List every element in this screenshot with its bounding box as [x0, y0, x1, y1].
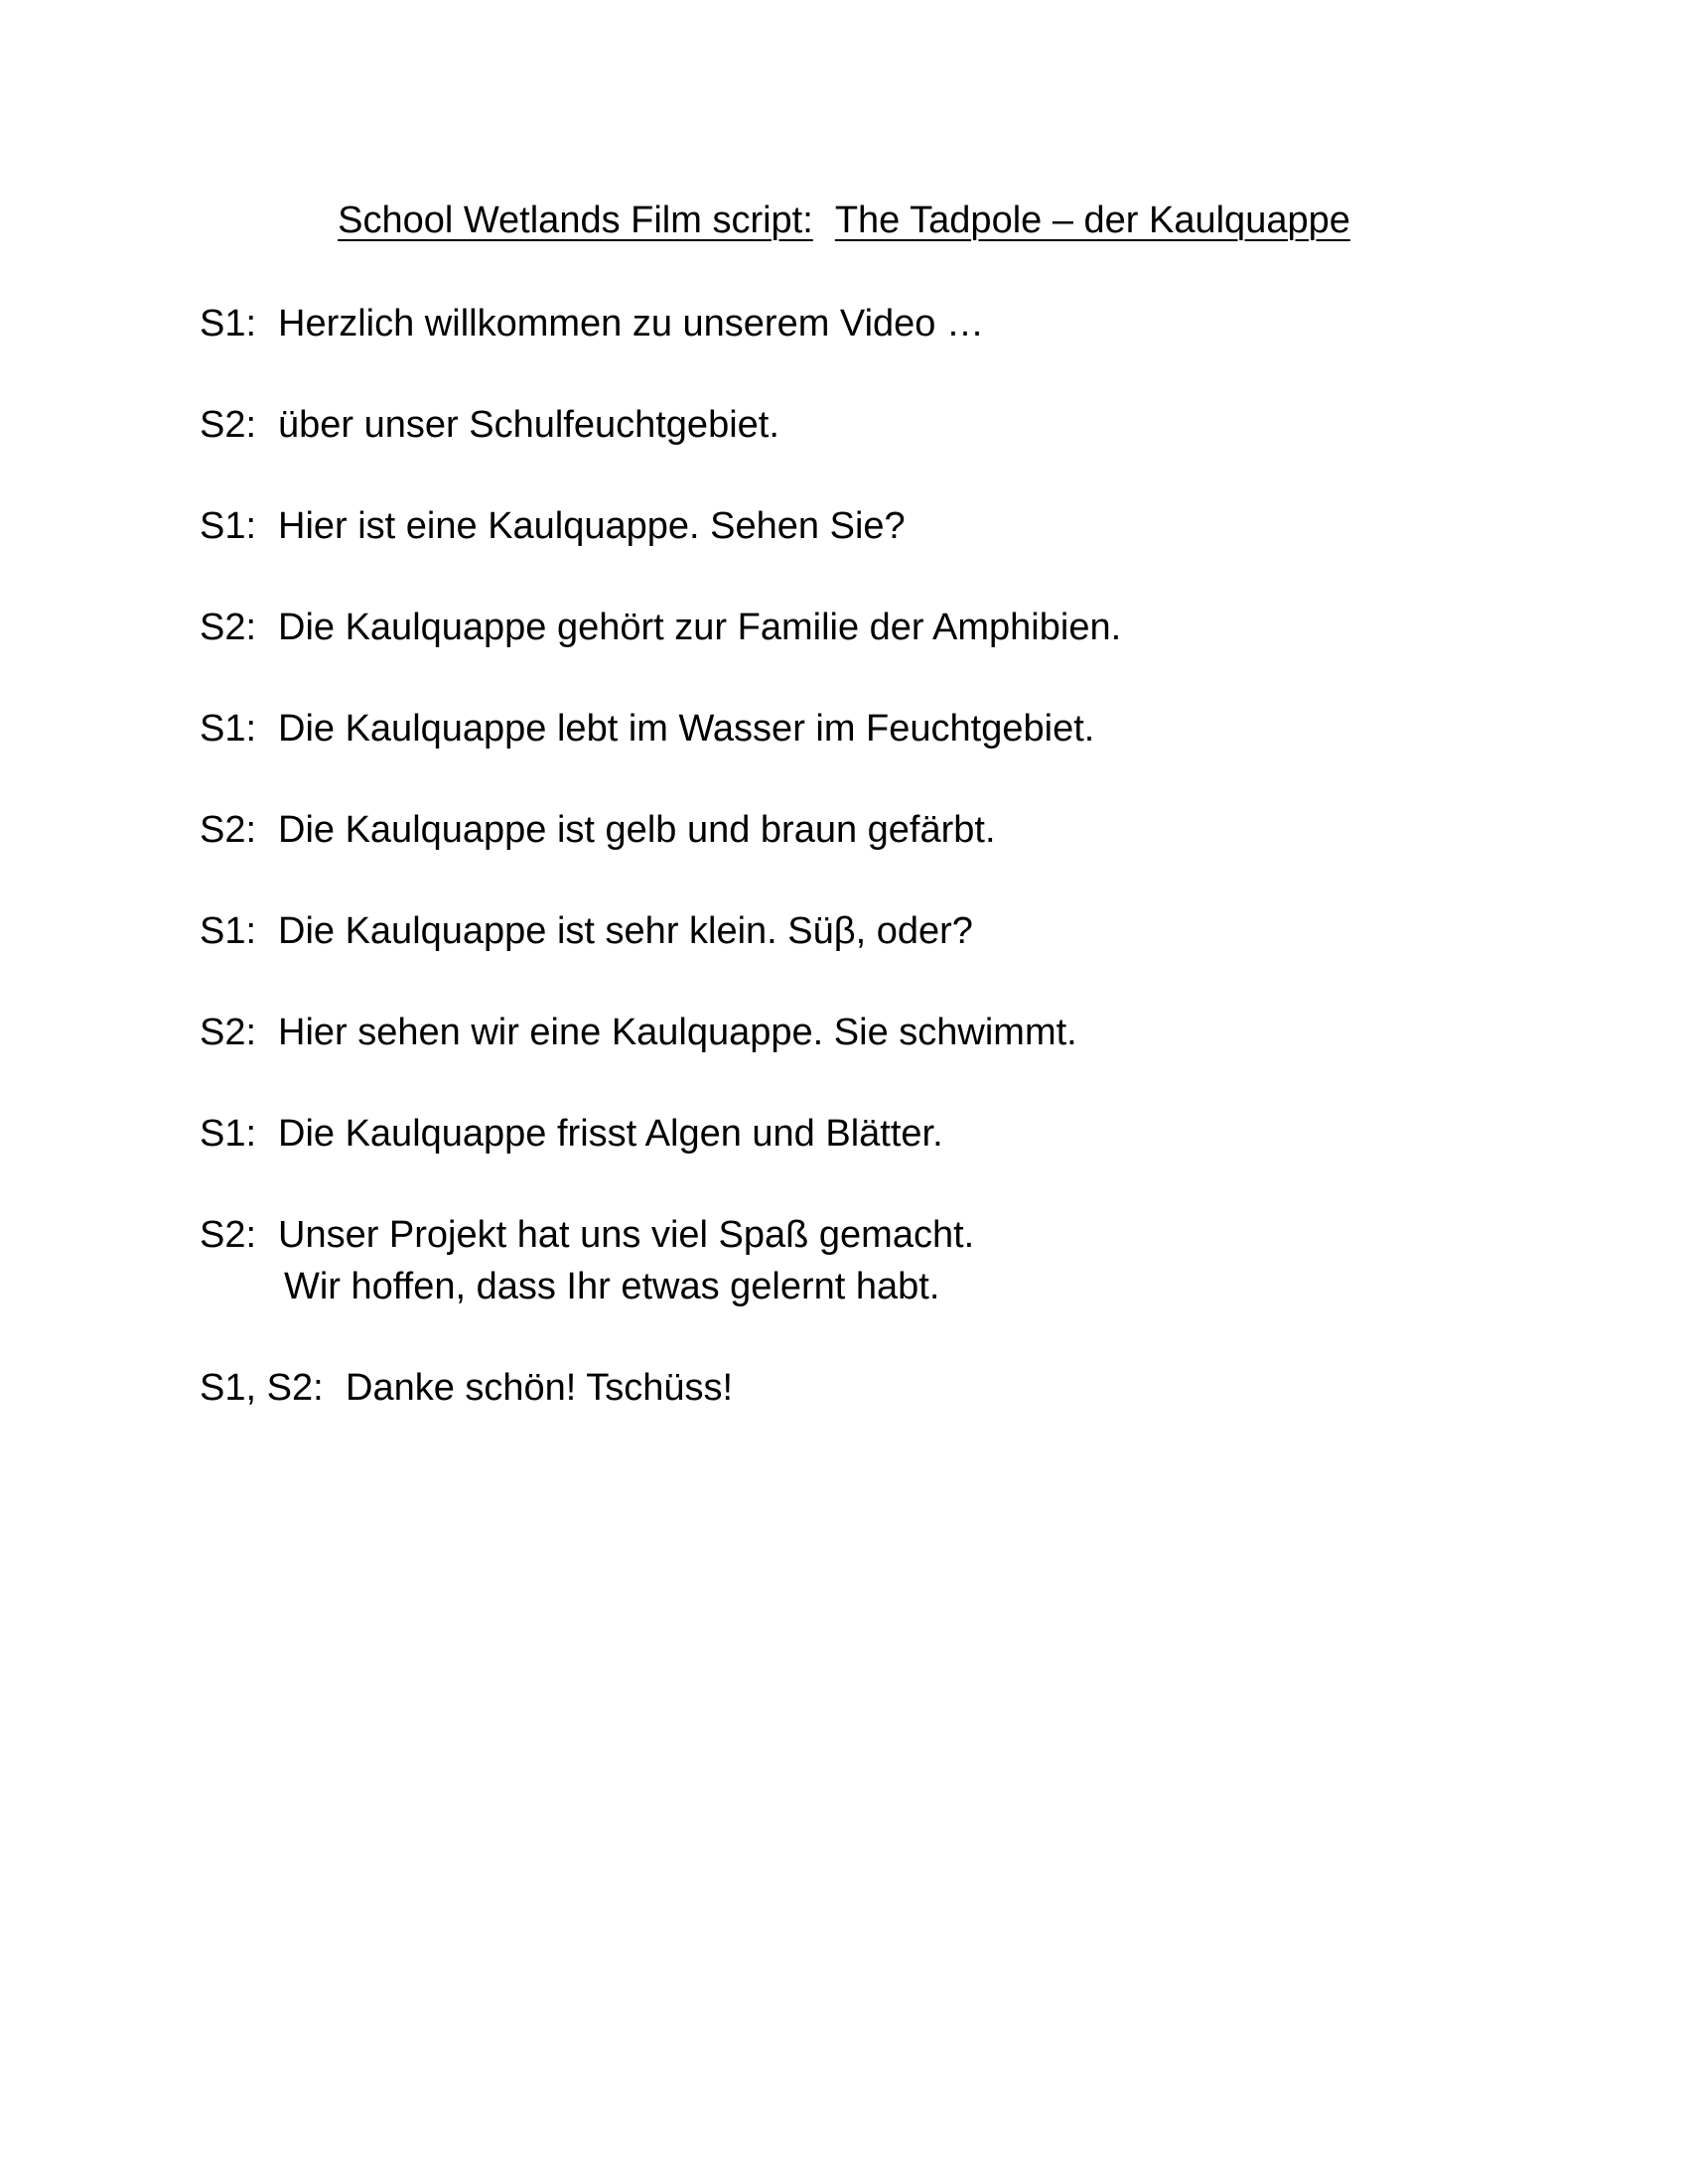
speaker-label: S2: [200, 404, 257, 446]
script-line-10-continuation: Wir hoffen, dass Ihr etwas gelernt habt. [284, 1266, 940, 1307]
script-line-9 [200, 1108, 943, 1160]
speaker-label: S2: [200, 1214, 257, 1256]
script-line-5 [200, 703, 1094, 754]
line-text: Danke schön! Tschüss! [346, 1367, 734, 1409]
line-text: über unser Schulfeuchtgebiet. [278, 404, 779, 446]
script-line-7 [200, 905, 973, 957]
line-text: Die Kaulquappe frisst Algen und Blätter. [278, 1113, 943, 1155]
page-title [0, 195, 1688, 246]
speaker-label: S1: [200, 1113, 257, 1155]
line-text: Die Kaulquappe ist gelb und braun gefärbt. [278, 809, 996, 851]
script-line-2 [200, 399, 779, 451]
title-part-school-wetlands: School Wetlands Film script: [338, 200, 813, 241]
script-line-10 [200, 1209, 974, 1261]
line-text: Die Kaulquappe lebt im Wasser im Feuchtgebiet. [278, 708, 1095, 750]
speaker-label: S2: [200, 809, 257, 851]
speaker-label: S1: [200, 505, 257, 547]
script-line-11 [200, 1362, 733, 1414]
line-text: Die Kaulquappe ist sehr klein. Süβ, oder? [278, 910, 973, 952]
script-line-4 [200, 602, 1121, 653]
speaker-label: S1: [200, 303, 257, 344]
line-text: Herzlich willkommen zu unserem Video … [278, 303, 984, 344]
line-text: Die Kaulquappe gehört zur Familie der Amphibien. [278, 607, 1122, 648]
script-line-1 [200, 298, 984, 349]
line-text: Unser Projekt hat uns viel Spaß gemacht. [278, 1214, 975, 1256]
script-line-6 [200, 804, 996, 856]
speaker-label: S1: [200, 708, 257, 750]
speaker-label: S2: [200, 1012, 257, 1053]
speaker-label: S1: [200, 910, 257, 952]
script-line-3 [200, 500, 906, 552]
speaker-label: S2: [200, 607, 257, 648]
title-part-tadpole: The Tadpole – der Kaulquappe [834, 200, 1350, 241]
speaker-label: S1, S2: [200, 1367, 324, 1409]
script-line-8 [200, 1007, 1077, 1058]
line-text: Hier ist eine Kaulquappe. Sehen Sie? [278, 505, 906, 547]
line-text: Hier sehen wir eine Kaulquappe. Sie schwimmt. [278, 1012, 1077, 1053]
